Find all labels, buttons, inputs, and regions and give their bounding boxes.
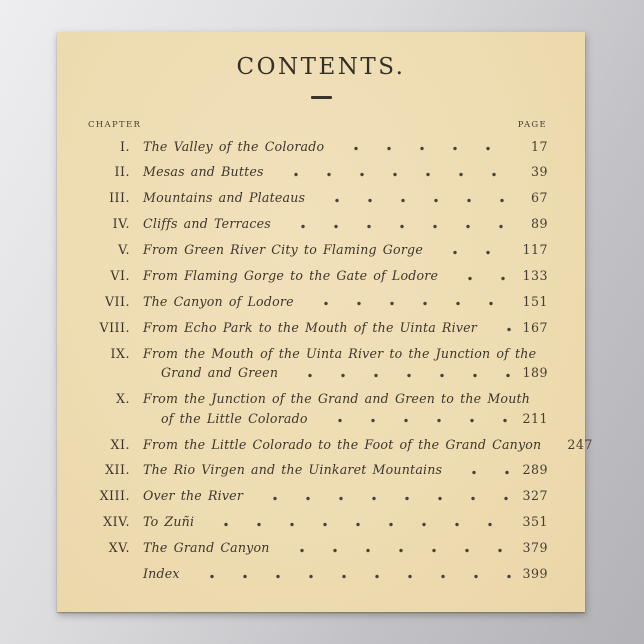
chapter-title: From the Little Colorado to the Foot of the Grand Canyon — [143, 436, 542, 452]
chapter-numeral: VIII. — [99, 319, 130, 335]
dot-leader — [286, 538, 513, 558]
toc-entry — [85, 292, 548, 312]
dot-leader — [280, 162, 514, 182]
toc-list — [85, 137, 593, 584]
toc-entry — [85, 538, 548, 558]
page-number: 289 — [522, 462, 548, 478]
toc-line — [85, 460, 548, 480]
page-number: 151 — [522, 293, 548, 309]
toc-line — [85, 292, 548, 312]
chapter-title: Grand and Green — [161, 365, 279, 381]
page-number: 39 — [530, 164, 548, 180]
page-number: 117 — [522, 242, 548, 258]
chapter-numeral: II. — [114, 164, 130, 180]
page-number: 133 — [522, 267, 548, 283]
chapter-numeral: V. — [118, 242, 130, 258]
chapter-title: Cliffs and Terraces — [143, 216, 271, 232]
chapter-title: Mountains and Plateaus — [143, 190, 306, 206]
chapter-title: of the Little Colorado — [161, 410, 308, 426]
chapter-title: From Flaming Gorge to the Gate of Lodore — [143, 267, 439, 283]
page-column-label: PAGE — [517, 119, 547, 130]
toc-entry — [85, 564, 548, 584]
toc-entry — [85, 318, 548, 338]
chapter-title: From Echo Park to the Mouth of the Uinta River — [143, 319, 478, 335]
dot-leader — [454, 266, 512, 286]
page-number: 17 — [530, 138, 548, 154]
toc-line — [85, 214, 548, 234]
toc-line — [85, 188, 548, 208]
book-page — [57, 32, 593, 612]
page-number: 327 — [522, 488, 548, 504]
toc-line — [85, 564, 548, 584]
column-headers — [88, 120, 547, 130]
dot-leader — [340, 137, 514, 157]
dot-leader — [210, 512, 512, 532]
chapter-title: The Valley of the Colorado — [143, 138, 325, 154]
toc-entry — [85, 344, 548, 383]
contents-title: CONTENTS. — [236, 54, 406, 80]
toc-line — [85, 435, 593, 455]
toc-line — [85, 512, 548, 532]
page-number: 247 — [567, 436, 593, 452]
chapter-column-label: CHAPTER — [88, 119, 142, 130]
chapter-title: Mesas and Buttes — [143, 164, 264, 180]
dot-leader — [458, 460, 512, 480]
dot-leader — [493, 318, 512, 338]
toc-entry — [85, 137, 548, 157]
page-number: 211 — [522, 410, 548, 426]
chapter-numeral: VII. — [104, 293, 130, 309]
dot-leader — [321, 188, 514, 208]
page-number: 167 — [522, 319, 548, 335]
chapter-title: The Rio Virgen and the Uinkaret Mountains — [143, 462, 443, 478]
toc-line — [85, 486, 548, 506]
toc-entry — [85, 162, 548, 182]
chapter-numeral: IX. — [110, 345, 130, 361]
toc-entry — [85, 389, 548, 428]
toc-entry — [85, 266, 548, 286]
dot-leader — [287, 214, 514, 234]
toc-line — [85, 137, 548, 157]
dot-leader — [196, 564, 513, 584]
chapter-title: Index — [143, 566, 180, 582]
page-number: 67 — [530, 190, 548, 206]
divider-rule — [311, 96, 332, 99]
page-number: 189 — [522, 365, 548, 381]
chapter-numeral: XII. — [105, 462, 130, 478]
toc-entry — [85, 486, 548, 506]
chapter-title: From Green River City to Flaming Gorge — [143, 242, 423, 258]
chapter-numeral: XV. — [108, 540, 130, 556]
chapter-numeral: III. — [109, 190, 130, 206]
chapter-numeral: IV. — [112, 216, 130, 232]
toc-entry — [85, 512, 548, 532]
toc-entry — [85, 460, 548, 480]
page-number: 351 — [522, 514, 548, 530]
toc-line — [85, 240, 548, 260]
toc-line — [85, 538, 548, 558]
chapter-title: To Zuñi — [143, 514, 195, 530]
page-number: 89 — [530, 216, 548, 232]
chapter-numeral: XIII. — [99, 488, 130, 504]
toc-line — [85, 363, 548, 383]
toc-line — [85, 162, 548, 182]
toc-line — [85, 389, 548, 409]
dot-leader — [310, 292, 513, 312]
chapter-title: The Grand Canyon — [143, 540, 270, 556]
dot-leader — [439, 240, 512, 260]
toc-entry — [85, 240, 548, 260]
chapter-numeral: XI. — [110, 436, 130, 452]
toc-line — [85, 409, 548, 429]
toc-line — [85, 266, 548, 286]
chapter-title: The Canyon of Lodore — [143, 293, 294, 309]
toc-entry — [85, 435, 593, 455]
chapter-title: From the Mouth of the Uinta River to the Junction of the — [143, 345, 537, 361]
page-number: 399 — [522, 566, 548, 582]
chapter-title: Over the River — [143, 488, 244, 504]
chapter-numeral: XIV. — [103, 514, 130, 530]
dot-leader — [259, 486, 512, 506]
toc-entry — [85, 188, 548, 208]
toc-entry — [85, 214, 548, 234]
chapter-numeral: X. — [116, 391, 130, 407]
page-number: 379 — [522, 540, 548, 556]
chapter-numeral: VI. — [110, 267, 130, 283]
chapter-title: From the Junction of the Grand and Green to the Mouth — [143, 391, 531, 407]
chapter-numeral: I. — [120, 138, 130, 154]
toc-line — [85, 318, 548, 338]
toc-line — [85, 344, 548, 364]
dot-leader — [294, 363, 512, 383]
dot-leader — [324, 409, 513, 429]
